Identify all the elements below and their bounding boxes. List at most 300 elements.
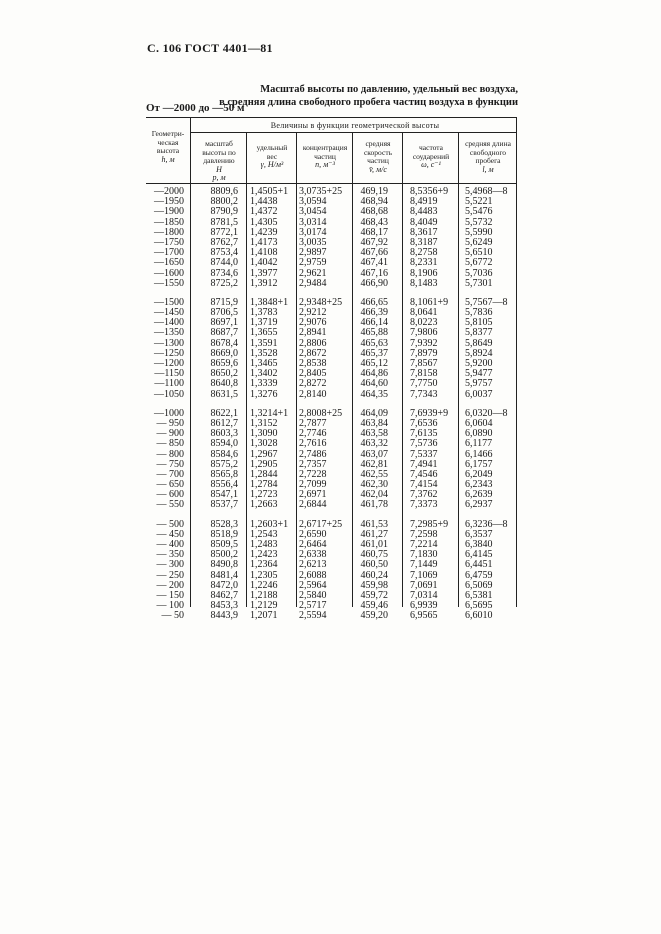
mean-free-path-cell: 5,8105 [465, 317, 493, 329]
col-divider-4 [402, 132, 403, 607]
concentration-cell: 2,9897 [299, 247, 327, 259]
mean-speed-cell: 467,92 [360, 236, 388, 248]
mean-free-path-cell: 5,6772 [465, 257, 493, 269]
altitude-cell: —1150 [154, 368, 184, 380]
scale-height-cell: 8650,2 [210, 368, 238, 380]
scale-height-cell: 8443,9 [210, 610, 238, 622]
altitude-cell: —1050 [154, 388, 184, 400]
collision-frequency-cell: 6,9565 [410, 610, 438, 622]
concentration-cell: 2,8008+25 [299, 407, 343, 419]
specific-weight-cell: 1,4042 [250, 257, 278, 269]
page-header: С. 106 ГОСТ 4401—81 [147, 41, 273, 55]
mean-free-path-cell: 5,4968—8 [465, 186, 508, 197]
scale-height-cell: 8725,2 [210, 277, 238, 289]
specific-weight-cell: 1,3912 [250, 277, 278, 289]
altitude-cell: —1700 [154, 247, 184, 259]
table-top-rule [146, 117, 516, 118]
mean-speed-cell: 462,55 [360, 468, 388, 480]
scale-height-cell: 8659,6 [210, 358, 238, 369]
specific-weight-cell: 1,4239 [250, 226, 278, 238]
header-specific-weight: удельный вес γ, Н/м³ [256, 143, 288, 169]
scale-height-cell: 8790,9 [210, 206, 238, 218]
altitude-cell: — 800 [156, 448, 184, 460]
mean-free-path-cell: 6,5381 [465, 589, 493, 601]
scale-height-cell: 8734,6 [210, 267, 238, 279]
altitude-cell: — 550 [156, 499, 184, 511]
mean-free-path-cell: 6,2639 [465, 489, 493, 501]
mean-free-path-cell: 5,7836 [465, 307, 493, 319]
altitude-cell: —1800 [154, 226, 184, 238]
column-altitude [146, 187, 184, 631]
specific-weight-cell: 1,4173 [250, 236, 278, 248]
mean-free-path-cell: 6,6010 [465, 610, 493, 622]
altitude-cell: —1950 [154, 196, 184, 208]
mean-free-path-cell: 6,4759 [465, 569, 493, 581]
altitude-cell: — 700 [156, 468, 184, 480]
concentration-cell: 2,7616 [299, 438, 327, 450]
mean-speed-cell: 460,75 [360, 549, 388, 561]
mean-free-path-cell: 6,4145 [465, 549, 493, 561]
altitude-cell: —1650 [154, 257, 184, 269]
concentration-cell: 2,6088 [299, 569, 327, 581]
mean-speed-cell: 464,35 [360, 388, 388, 400]
mean-free-path-cell: 5,8924 [465, 347, 493, 359]
altitude-cell: — 300 [156, 559, 184, 571]
group-header: Величины в функции геометрической высоты [270, 121, 440, 130]
concentration-cell: 2,5594 [299, 610, 327, 622]
concentration-cell: 3,0594 [299, 196, 327, 208]
scale-height-cell: 8509,5 [210, 539, 238, 550]
collision-frequency-cell: 7,1830 [410, 549, 438, 561]
collision-frequency-cell: 8,1483 [410, 277, 438, 289]
mean-free-path-cell: 6,1177 [465, 438, 493, 450]
collision-frequency-cell: 8,0641 [410, 307, 438, 319]
altitude-cell: —1600 [154, 267, 184, 279]
mean-speed-cell: 461,27 [360, 528, 388, 540]
collision-frequency-cell: 7,8567 [410, 358, 438, 369]
concentration-cell: 2,5840 [299, 589, 327, 601]
mean-free-path-cell: 6,3840 [465, 539, 493, 550]
concentration-cell: 2,9621 [299, 267, 327, 279]
specific-weight-cell: 1,2483 [250, 539, 278, 550]
specific-weight-cell: 1,3655 [250, 327, 278, 339]
scale-height-cell: 8575,2 [210, 458, 238, 470]
mean-speed-cell: 460,24 [360, 569, 388, 581]
mean-speed-cell: 465,12 [360, 358, 388, 369]
specific-weight-cell: 1,2246 [250, 579, 278, 591]
mean-speed-cell: 465,88 [360, 327, 388, 339]
specific-weight-cell: 1,2364 [250, 559, 278, 571]
mean-speed-cell: 466,39 [360, 307, 388, 319]
concentration-cell: 2,9076 [299, 317, 327, 329]
mean-speed-cell: 459,98 [360, 579, 388, 591]
mean-free-path-cell: 5,6510 [465, 247, 493, 259]
altitude-cell: — 500 [156, 518, 184, 530]
scale-height-cell: 8481,4 [210, 569, 238, 581]
scale-height-cell: 8687,7 [210, 327, 238, 339]
scale-height-cell: 8556,4 [210, 479, 238, 491]
specific-weight-cell: 1,2905 [250, 458, 278, 470]
mean-free-path-cell: 6,2049 [465, 468, 493, 480]
collision-frequency-cell: 7,5337 [410, 448, 438, 460]
mean-free-path-cell: 5,5732 [465, 216, 493, 228]
specific-weight-cell: 1,2129 [250, 600, 278, 612]
scale-height-cell: 8453,3 [210, 600, 238, 612]
altitude-cell: — 850 [156, 438, 184, 450]
collision-frequency-cell: 8,1061+9 [410, 296, 449, 308]
altitude-cell: —1400 [154, 317, 184, 329]
column-scale-height [190, 187, 238, 631]
altitude-cell: —1450 [154, 307, 184, 319]
mean-speed-cell: 463,84 [360, 417, 388, 429]
col-divider-1 [246, 132, 247, 607]
collision-frequency-cell: 7,2985+9 [410, 518, 449, 530]
concentration-cell: 3,0454 [299, 206, 327, 218]
altitude-cell: —1850 [154, 216, 184, 228]
altitude-cell: —1200 [154, 358, 184, 369]
collision-frequency-cell: 7,5736 [410, 438, 438, 450]
concentration-cell: 2,8272 [299, 378, 327, 390]
mean-speed-cell: 468,94 [360, 196, 388, 208]
specific-weight-cell: 1,4438 [250, 196, 278, 208]
concentration-cell: 2,8941 [299, 327, 327, 339]
specific-weight-cell: 1,4505+1 [250, 186, 289, 197]
mean-speed-cell: 463,58 [360, 428, 388, 440]
altitude-cell: — 250 [156, 569, 184, 581]
col-divider-5 [458, 132, 459, 607]
mean-free-path-cell: 6,1466 [465, 448, 493, 460]
specific-weight-cell: 1,3090 [250, 428, 278, 440]
scale-height-cell: 8490,8 [210, 559, 238, 571]
specific-weight-cell: 1,3214+1 [250, 407, 289, 419]
concentration-cell: 2,7228 [299, 468, 327, 480]
mean-free-path-cell: 5,8377 [465, 327, 493, 339]
collision-frequency-cell: 6,9939 [410, 600, 438, 612]
altitude-range: От —2000 до —50 м [146, 102, 245, 114]
scale-height-cell: 8537,7 [210, 499, 238, 511]
mean-speed-cell: 466,65 [360, 296, 388, 308]
collision-frequency-cell: 7,7750 [410, 378, 438, 390]
altitude-cell: —1100 [154, 378, 184, 390]
mean-free-path-cell: 6,3537 [465, 528, 493, 540]
altitude-cell: —1300 [154, 337, 184, 349]
header-mean-free-path: средняя длина свободного пробега l, м [465, 139, 511, 174]
mean-speed-cell: 468,68 [360, 206, 388, 218]
mean-free-path-cell: 5,7567—8 [465, 296, 508, 308]
collision-frequency-cell: 8,4483 [410, 206, 438, 218]
scale-height-cell: 8565,8 [210, 468, 238, 480]
mean-speed-cell: 462,04 [360, 489, 388, 501]
column-collision-frequency [410, 187, 458, 631]
mean-speed-cell: 464,09 [360, 407, 388, 419]
altitude-cell: — 600 [156, 489, 184, 501]
mean-free-path-cell: 6,0604 [465, 417, 493, 429]
collision-frequency-cell: 7,6939+9 [410, 407, 449, 419]
altitude-cell: —1550 [154, 277, 184, 289]
concentration-cell: 2,9212 [299, 307, 327, 319]
scale-height-cell: 8631,5 [210, 388, 238, 400]
mean-free-path-cell: 5,9200 [465, 358, 493, 369]
mean-free-path-cell: 5,5221 [465, 196, 493, 208]
specific-weight-cell: 1,4305 [250, 216, 278, 228]
scale-height-cell: 8528,3 [210, 518, 238, 530]
mean-free-path-cell: 6,2343 [465, 479, 493, 491]
mean-free-path-cell: 6,5695 [465, 600, 493, 612]
mean-free-path-cell: 6,2937 [465, 499, 493, 511]
collision-frequency-cell: 7,9392 [410, 337, 438, 349]
specific-weight-cell: 1,4108 [250, 247, 278, 259]
mean-speed-cell: 459,20 [360, 610, 388, 622]
collision-frequency-cell: 8,1906 [410, 267, 438, 279]
scale-height-cell: 8518,9 [210, 528, 238, 540]
mean-free-path-cell: 6,0890 [465, 428, 493, 440]
specific-weight-cell: 1,2305 [250, 569, 278, 581]
concentration-cell: 3,0174 [299, 226, 327, 238]
title-line-1: Масштаб высоты по давлению, удельный вес воздуха, [260, 84, 518, 95]
specific-weight-cell: 1,2723 [250, 489, 278, 501]
concentration-cell: 2,8672 [299, 347, 327, 359]
specific-weight-cell: 1,2784 [250, 479, 278, 491]
specific-weight-cell: 1,3339 [250, 378, 278, 390]
altitude-cell: — 650 [156, 479, 184, 491]
mean-speed-cell: 465,37 [360, 347, 388, 359]
concentration-cell: 2,9484 [299, 277, 327, 289]
specific-weight-cell: 1,3719 [250, 317, 278, 329]
collision-frequency-cell: 7,0691 [410, 579, 438, 591]
mean-speed-cell: 461,78 [360, 499, 388, 511]
header-altitude: Геометри- ческая высота h, м [151, 129, 185, 164]
altitude-cell: —1350 [154, 327, 184, 339]
mean-free-path-cell: 6,1757 [465, 458, 493, 470]
mean-free-path-cell: 6,0037 [465, 388, 493, 400]
collision-frequency-cell: 7,1449 [410, 559, 438, 571]
altitude-cell: —2000 [154, 186, 184, 197]
title-line-2: в средняя длина свободного пробега частиц воздуха в функции [219, 96, 518, 108]
altitude-cell: — 350 [156, 549, 184, 561]
mean-free-path-cell: 5,9757 [465, 378, 493, 390]
mean-speed-cell: 459,72 [360, 589, 388, 601]
scale-height-cell: 8697,1 [210, 317, 238, 329]
collision-frequency-cell: 7,3762 [410, 489, 438, 501]
scale-height-cell: 8603,3 [210, 428, 238, 440]
collision-frequency-cell: 7,0314 [410, 589, 438, 601]
column-concentration [299, 187, 352, 631]
collision-frequency-cell: 7,8979 [410, 347, 438, 359]
scale-height-cell: 8678,4 [210, 337, 238, 349]
concentration-cell: 2,7099 [299, 479, 327, 491]
concentration-cell: 2,6971 [299, 489, 327, 501]
collision-frequency-cell: 7,4154 [410, 479, 438, 491]
altitude-cell: — 200 [156, 579, 184, 591]
mean-speed-cell: 463,07 [360, 448, 388, 460]
collision-frequency-cell: 7,6135 [410, 428, 438, 440]
specific-weight-cell: 1,3528 [250, 347, 278, 359]
mean-speed-cell: 468,43 [360, 216, 388, 228]
scale-height-cell: 8715,9 [210, 296, 238, 308]
collision-frequency-cell: 8,5356+9 [410, 186, 449, 197]
scale-height-cell: 8612,7 [210, 417, 238, 429]
mean-free-path-cell: 5,9477 [465, 368, 493, 380]
collision-frequency-cell: 7,2598 [410, 528, 438, 540]
header-concentration: концентрация частиц n, м⁻³ [302, 143, 348, 169]
column-mean-free-path [465, 187, 517, 631]
specific-weight-cell: 1,2663 [250, 499, 278, 511]
specific-weight-cell: 1,3276 [250, 388, 278, 400]
collision-frequency-cell: 8,4919 [410, 196, 438, 208]
collision-frequency-cell: 7,7343 [410, 388, 438, 400]
scale-height-cell: 8706,5 [210, 307, 238, 319]
concentration-cell: 3,0314 [299, 216, 327, 228]
altitude-cell: — 950 [156, 417, 184, 429]
scale-height-cell: 8594,0 [210, 438, 238, 450]
scale-height-cell: 8762,7 [210, 236, 238, 248]
specific-weight-cell: 1,3783 [250, 307, 278, 319]
concentration-cell: 2,5964 [299, 579, 327, 591]
collision-frequency-cell: 7,1069 [410, 569, 438, 581]
scale-height-cell: 8753,4 [210, 247, 238, 259]
scale-height-cell: 8622,1 [210, 407, 238, 419]
mean-free-path-cell: 5,5990 [465, 226, 493, 238]
collision-frequency-cell: 7,8158 [410, 368, 438, 380]
scale-height-cell: 8772,1 [210, 226, 238, 238]
scale-height-cell: 8640,8 [210, 378, 238, 390]
specific-weight-cell: 1,3977 [250, 267, 278, 279]
concentration-cell: 2,7746 [299, 428, 327, 440]
concentration-cell: 2,8538 [299, 358, 327, 369]
collision-frequency-cell: 8,4049 [410, 216, 438, 228]
altitude-cell: — 400 [156, 539, 184, 550]
concentration-cell: 2,6464 [299, 539, 327, 550]
collision-frequency-cell: 7,3373 [410, 499, 438, 511]
specific-weight-cell: 1,4372 [250, 206, 278, 218]
scale-height-cell: 8669,0 [210, 347, 238, 359]
concentration-cell: 2,7877 [299, 417, 327, 429]
specific-weight-cell: 1,2071 [250, 610, 278, 622]
mean-speed-cell: 461,01 [360, 539, 388, 550]
collision-frequency-cell: 8,2331 [410, 257, 438, 269]
specific-weight-cell: 1,3402 [250, 368, 278, 380]
scale-height-cell: 8547,1 [210, 489, 238, 501]
altitude-cell: — 750 [156, 458, 184, 470]
header-scale-height: масштаб высоты по давлению H p, м [202, 139, 236, 182]
concentration-cell: 2,6213 [299, 559, 327, 571]
specific-weight-cell: 1,2423 [250, 549, 278, 561]
altitude-cell: —1500 [154, 296, 184, 308]
mean-speed-cell: 466,14 [360, 317, 388, 329]
header-mean-speed: средняя скорость частиц v̄, м/с [363, 139, 393, 174]
concentration-cell: 2,8405 [299, 368, 327, 380]
mean-free-path-cell: 6,3236—8 [465, 518, 508, 530]
scale-height-cell: 8781,5 [210, 216, 238, 228]
specific-weight-cell: 1,3848+1 [250, 296, 289, 308]
altitude-cell: — 150 [156, 589, 184, 601]
mean-free-path-cell: 5,7301 [465, 277, 493, 289]
mean-speed-cell: 467,16 [360, 267, 388, 279]
specific-weight-cell: 1,2967 [250, 448, 278, 460]
mean-free-path-cell: 6,5069 [465, 579, 493, 591]
specific-weight-cell: 1,2603+1 [250, 518, 289, 530]
concentration-cell: 3,0735+25 [299, 186, 343, 197]
concentration-cell: 2,6590 [299, 528, 327, 540]
collision-frequency-cell: 7,4546 [410, 468, 438, 480]
specific-weight-cell: 1,3591 [250, 337, 278, 349]
altitude-cell: —1900 [154, 206, 184, 218]
collision-frequency-cell: 7,6536 [410, 417, 438, 429]
mean-speed-cell: 467,41 [360, 257, 388, 269]
group-header-rule [190, 132, 516, 133]
altitude-cell: — 50 [161, 610, 184, 622]
mean-speed-cell: 467,66 [360, 247, 388, 259]
scale-height-cell: 8472,0 [210, 579, 238, 591]
mean-free-path-cell: 5,5476 [465, 206, 493, 218]
collision-frequency-cell: 8,3617 [410, 226, 438, 238]
header-bottom-rule [146, 183, 516, 184]
scale-height-cell: 8462,7 [210, 589, 238, 601]
mean-speed-cell: 461,53 [360, 518, 388, 530]
scale-height-cell: 8744,0 [210, 257, 238, 269]
header-collision-frequency: частота соударений ω, с⁻¹ [412, 143, 450, 169]
mean-free-path-cell: 5,8649 [465, 337, 493, 349]
collision-frequency-cell: 8,3187 [410, 236, 438, 248]
altitude-cell: —1000 [154, 407, 184, 419]
altitude-cell: —1250 [154, 347, 184, 359]
collision-frequency-cell: 8,2758 [410, 247, 438, 259]
concentration-cell: 2,6338 [299, 549, 327, 561]
scale-height-cell: 8584,6 [210, 448, 238, 460]
mean-speed-cell: 462,81 [360, 458, 388, 470]
concentration-cell: 2,6844 [299, 499, 327, 511]
altitude-cell: — 900 [156, 428, 184, 440]
mean-speed-cell: 469,19 [360, 186, 388, 197]
concentration-cell: 2,7486 [299, 448, 327, 460]
mean-free-path-cell: 5,7036 [465, 267, 493, 279]
concentration-cell: 2,8140 [299, 388, 327, 400]
concentration-cell: 2,8806 [299, 337, 327, 349]
specific-weight-cell: 1,2188 [250, 589, 278, 601]
concentration-cell: 2,7357 [299, 458, 327, 470]
mean-free-path-cell: 6,0320—8 [465, 407, 508, 419]
mean-speed-cell: 466,90 [360, 277, 388, 289]
column-mean-speed [352, 187, 388, 631]
mean-free-path-cell: 5,6249 [465, 236, 493, 248]
altitude-cell: — 100 [156, 600, 184, 612]
specific-weight-cell: 1,3152 [250, 417, 278, 429]
mean-speed-cell: 464,86 [360, 368, 388, 380]
mean-speed-cell: 464,60 [360, 378, 388, 390]
concentration-cell: 2,9759 [299, 257, 327, 269]
mean-speed-cell: 460,50 [360, 559, 388, 571]
mean-speed-cell: 462,30 [360, 479, 388, 491]
collision-frequency-cell: 7,9806 [410, 327, 438, 339]
concentration-cell: 3,0035 [299, 236, 327, 248]
altitude-cell: —1750 [154, 236, 184, 248]
mean-speed-cell: 465,63 [360, 337, 388, 349]
column-specific-weight [250, 187, 298, 631]
specific-weight-cell: 1,2543 [250, 528, 278, 540]
scale-height-cell: 8500,2 [210, 549, 238, 561]
scale-height-cell: 8800,2 [210, 196, 238, 208]
altitude-cell: — 450 [156, 528, 184, 540]
collision-frequency-cell: 7,2214 [410, 539, 438, 550]
mean-free-path-cell: 6,4451 [465, 559, 493, 571]
specific-weight-cell: 1,2844 [250, 468, 278, 480]
mean-speed-cell: 468,17 [360, 226, 388, 238]
collision-frequency-cell: 7,4941 [410, 458, 438, 470]
scale-height-cell: 8809,6 [210, 186, 238, 197]
mean-speed-cell: 463,32 [360, 438, 388, 450]
specific-weight-cell: 1,3465 [250, 358, 278, 369]
mean-speed-cell: 459,46 [360, 600, 388, 612]
